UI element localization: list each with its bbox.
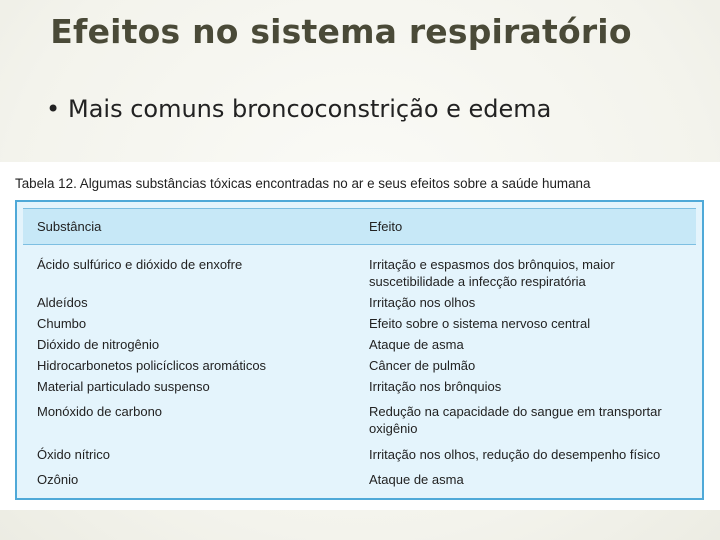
table-cell-effect: Irritação nos brônquios bbox=[369, 379, 502, 394]
table-cell-substance: Material particulado suspenso bbox=[37, 379, 210, 394]
table-cell-effect: Câncer de pulmão bbox=[369, 358, 476, 373]
table-cell-effect: Efeito sobre o sistema nervoso central bbox=[369, 316, 591, 331]
table-cell-effect: Irritação e espasmos dos brônquios, maior suscetibilidade a infecção respiratória bbox=[369, 257, 615, 289]
table-cell-substance: Monóxido de carbono bbox=[37, 404, 163, 419]
table-cell-substance: Óxido nítrico bbox=[37, 447, 110, 462]
slide-title: Efeitos no sistema respiratório bbox=[50, 12, 632, 51]
table-cell-substance: Chumbo bbox=[37, 316, 87, 331]
header-substance: Substância bbox=[37, 219, 102, 234]
table-figure bbox=[0, 162, 720, 510]
bullet-item bbox=[46, 95, 551, 123]
table-header-row bbox=[23, 208, 696, 245]
header-effect: Efeito bbox=[369, 219, 403, 234]
table-cell-substance: Ozônio bbox=[37, 472, 79, 487]
table-cell-effect: Irritação nos olhos, redução do desempenho físico bbox=[369, 447, 661, 462]
table-cell-effect: Irritação nos olhos bbox=[369, 295, 476, 310]
table-cell-effect: Ataque de asma bbox=[369, 472, 464, 487]
table-cell-substance: Ácido sulfúrico e dióxido de enxofre bbox=[37, 257, 243, 272]
table-cell-substance: Hidrocarbonetos policíclicos aromáticos bbox=[37, 358, 267, 373]
substances-table bbox=[15, 200, 704, 500]
table-cell-effect: Redução na capacidade do sangue em transportar oxigênio bbox=[369, 404, 662, 436]
table-cell-effect: Ataque de asma bbox=[369, 337, 464, 352]
table-caption: Tabela 12. Algumas substâncias tóxicas encontradas no ar e seus efeitos sobre a saúde humana bbox=[15, 176, 591, 191]
table-cell-substance: Dióxido de nitrogênio bbox=[37, 337, 160, 352]
table-cell-substance: Aldeídos bbox=[37, 295, 88, 310]
bullet-dot-icon: • bbox=[46, 95, 61, 123]
bullet-text: Mais comuns broncoconstrição e edema bbox=[68, 95, 552, 123]
